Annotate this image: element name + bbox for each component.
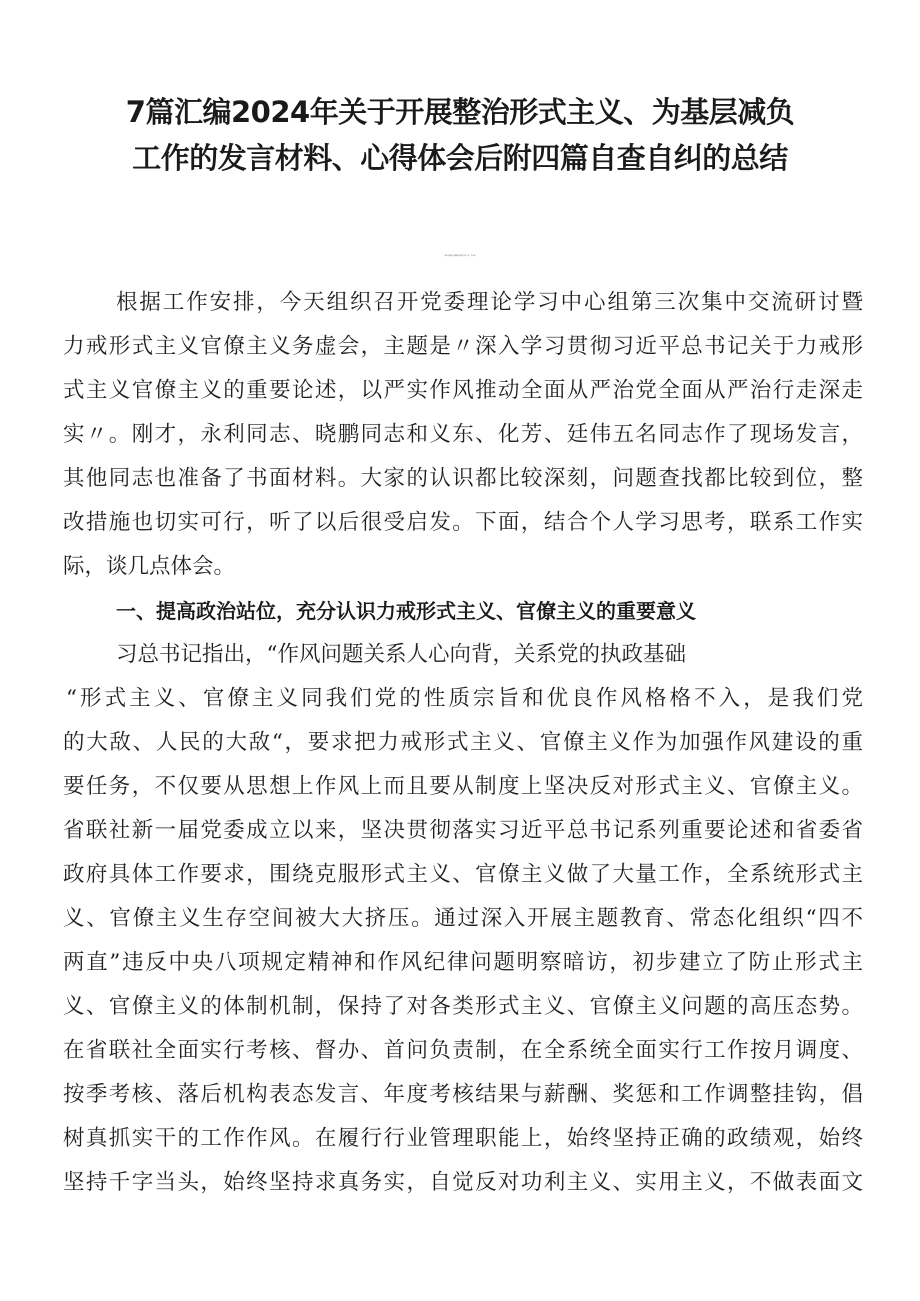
paragraph-line: 际，谈几点体会。 [63, 554, 236, 579]
paragraph-line: 的大敌、人民的大敌“，要求把力戒形式主义、官僚主义作为加强作风建设的重 [63, 730, 863, 755]
paragraph-line: 习总书记指出，“作风问题关系人心向背，关系党的执政基础 [116, 642, 686, 667]
paragraph-line: 省联社新一届党委成立以来，坚决贯彻落实习近平总书记系列重要论述和省委省 [63, 818, 863, 843]
paragraph-line: 式主义官僚主义的重要论述，以严实作风推动全面从严治党全面从严治行走深走 [63, 378, 863, 403]
paragraph-line: 要任务，不仅要从思想上作风上而且要从制度上坚决反对形式主义、官僚主义。 [63, 774, 863, 799]
paragraph-line: 改措施也切实可行，听了以后很受启发。下面，结合个人学习思考，联系工作实 [63, 510, 863, 535]
paragraph-line: 在省联社全面实行考核、督办、首问负责制，在全系统全面实行工作按月调度、 [63, 1038, 863, 1063]
paragraph-line: 坚持千字当头，始终坚持求真务实，自觉反对功利主义、实用主义，不做表面文 [63, 1170, 863, 1195]
paragraph-line: 政府具体工作要求，围绕克服形式主义、官僚主义做了大量工作，全系统形式主 [63, 862, 863, 887]
paragraph-line: 两直”违反中央八项规定精神和作风纪律问题明察暗访，初步建立了防止形式主 [63, 950, 863, 975]
paragraph-line: 树真抓实干的工作作风。在履行行业管理职能上，始终坚持正确的政绩观，始终 [63, 1126, 863, 1151]
paragraph-line: 力戒形式主义官僚主义务虚会，主题是〃深入学习贯彻习近平总书记关于力戒形 [63, 334, 863, 359]
paragraph-line: 义、官僚主义的体制机制，保持了对各类形式主义、官僚主义问题的高压态势。 [63, 994, 863, 1019]
paragraph-line: 义、官僚主义生存空间被大大挤压。通过深入开展主题教育、常态化组织“四不 [63, 906, 863, 931]
paragraph-line: 实〃。刚才，永利同志、晓鹏同志和义东、化芳、廷伟五名同志作了现场发言， [63, 422, 863, 447]
paragraph-line: 按季考核、落后机构表态发言、年度考核结果与薪酬、奖惩和工作调整挂钩，倡 [63, 1082, 863, 1107]
document-title-line-2: 工作的发言材料、心得体会后附四篇自查自纠的总结 [132, 141, 788, 175]
paragraph-line: 其他同志也准备了书面材料。大家的认识都比较深刻，问题查找都比较到位，整 [63, 466, 863, 491]
document-title-line-1: 7篇汇编2024年关于开展整治形式主义、为基层减负 [125, 95, 795, 129]
paragraph-line: 根据工作安排，今天组织召开党委理论学习中心组第三次集中交流研讨暨 [116, 290, 863, 315]
section-heading: 一、提高政治站位，充分认识力戒形式主义、官僚主义的重要意义 [116, 599, 696, 623]
document-subtitle: （研讨交流发言提纲及心得体会第一篇，共七篇） [443, 256, 477, 257]
paragraph-line: “形式主义、官僚主义同我们党的性质宗旨和优良作风格格不入，是我们党 [66, 686, 863, 711]
